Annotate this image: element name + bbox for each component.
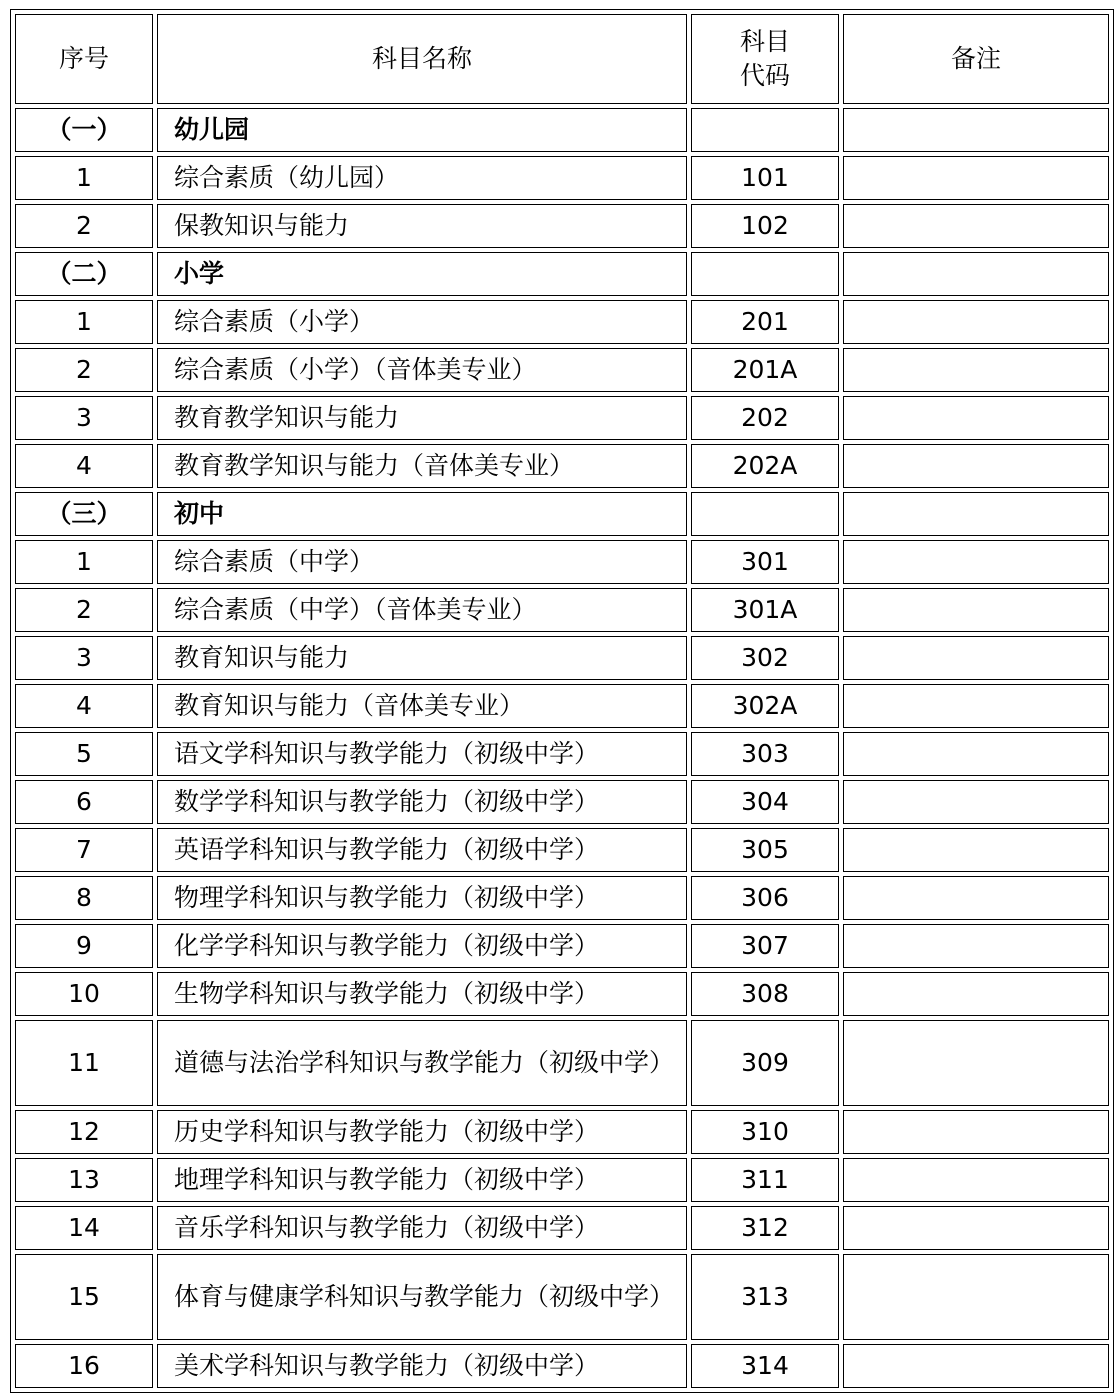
- cell-note: [843, 396, 1109, 440]
- cell-seq: 1: [15, 156, 153, 200]
- table-row: [15, 732, 1109, 776]
- cell-subject-code: 201: [691, 300, 839, 344]
- table-row: [15, 1206, 1109, 1250]
- cell-subject-code: 306: [691, 876, 839, 920]
- cell-subject-code: 307: [691, 924, 839, 968]
- cell-subject-name: 历史学科知识与教学能力（初级中学）: [157, 1110, 687, 1154]
- cell-seq: 11: [15, 1020, 153, 1106]
- cell-note: [843, 684, 1109, 728]
- cell-seq: 5: [15, 732, 153, 776]
- cell-subject-code: [691, 492, 839, 536]
- table-row: [15, 1158, 1109, 1202]
- cell-subject-code: 308: [691, 972, 839, 1016]
- cell-subject-name: 教育知识与能力（音体美专业）: [157, 684, 687, 728]
- header-code-line1: 科目: [739, 27, 790, 56]
- cell-seq: 10: [15, 972, 153, 1016]
- cell-note: [843, 444, 1109, 488]
- table-row: [15, 636, 1109, 680]
- cell-subject-code: 303: [691, 732, 839, 776]
- cell-subject-name: 体育与健康学科知识与教学能力（初级中学）: [157, 1254, 687, 1340]
- table-row: [15, 540, 1109, 584]
- header-code-line2: 代码: [739, 61, 790, 90]
- cell-subject-name: 语文学科知识与教学能力（初级中学）: [157, 732, 687, 776]
- cell-seq: 16: [15, 1344, 153, 1388]
- cell-subject-name: 保教知识与能力: [157, 204, 687, 248]
- header-name: 科目名称: [157, 14, 687, 104]
- cell-note: [843, 540, 1109, 584]
- cell-subject-code: 309: [691, 1020, 839, 1106]
- cell-note: [843, 108, 1109, 152]
- section-row: [15, 492, 1109, 536]
- cell-note: [843, 972, 1109, 1016]
- table-row: [15, 1020, 1109, 1106]
- cell-note: [843, 924, 1109, 968]
- cell-subject-code: 302A: [691, 684, 839, 728]
- cell-subject-code: 305: [691, 828, 839, 872]
- cell-subject-name: 幼儿园: [157, 108, 687, 152]
- table-row: [15, 348, 1109, 392]
- table-row: [15, 780, 1109, 824]
- cell-subject-name: 综合素质（中学）（音体美专业）: [157, 588, 687, 632]
- cell-subject-name: 物理学科知识与教学能力（初级中学）: [157, 876, 687, 920]
- cell-note: [843, 204, 1109, 248]
- cell-note: [843, 780, 1109, 824]
- cell-subject-name: 综合素质（幼儿园）: [157, 156, 687, 200]
- cell-subject-code: 313: [691, 1254, 839, 1340]
- table-row: [15, 156, 1109, 200]
- cell-subject-code: 301A: [691, 588, 839, 632]
- cell-seq: 7: [15, 828, 153, 872]
- cell-note: [843, 828, 1109, 872]
- cell-seq: 12: [15, 1110, 153, 1154]
- cell-subject-code: 101: [691, 156, 839, 200]
- cell-subject-name: 美术学科知识与教学能力（初级中学）: [157, 1344, 687, 1388]
- cell-seq: 2: [15, 204, 153, 248]
- cell-subject-name: 数学学科知识与教学能力（初级中学）: [157, 780, 687, 824]
- cell-note: [843, 1110, 1109, 1154]
- section-row: [15, 108, 1109, 152]
- cell-subject-name: 小学: [157, 252, 687, 296]
- cell-seq: 1: [15, 540, 153, 584]
- cell-note: [843, 1020, 1109, 1106]
- cell-subject-name: 教育知识与能力: [157, 636, 687, 680]
- cell-subject-name: 地理学科知识与教学能力（初级中学）: [157, 1158, 687, 1202]
- cell-seq: 9: [15, 924, 153, 968]
- cell-seq: （二）: [15, 252, 153, 296]
- cell-note: [843, 636, 1109, 680]
- cell-subject-name: 化学学科知识与教学能力（初级中学）: [157, 924, 687, 968]
- header-seq: 序号: [15, 14, 153, 104]
- cell-subject-code: 102: [691, 204, 839, 248]
- table-row: [15, 1254, 1109, 1340]
- cell-subject-code: 304: [691, 780, 839, 824]
- table-body: [15, 108, 1109, 1388]
- cell-note: [843, 1344, 1109, 1388]
- cell-note: [843, 348, 1109, 392]
- table-row: [15, 876, 1109, 920]
- cell-seq: 15: [15, 1254, 153, 1340]
- table-row: [15, 924, 1109, 968]
- cell-seq: （三）: [15, 492, 153, 536]
- cell-seq: 3: [15, 636, 153, 680]
- cell-note: [843, 492, 1109, 536]
- table-row: [15, 1110, 1109, 1154]
- cell-seq: 1: [15, 300, 153, 344]
- table-row: [15, 300, 1109, 344]
- cell-note: [843, 588, 1109, 632]
- subject-table: [10, 9, 1114, 1393]
- cell-subject-name: 教育教学知识与能力（音体美专业）: [157, 444, 687, 488]
- cell-subject-code: 202: [691, 396, 839, 440]
- cell-note: [843, 876, 1109, 920]
- table-row: [15, 972, 1109, 1016]
- cell-seq: 4: [15, 444, 153, 488]
- cell-subject-name: 生物学科知识与教学能力（初级中学）: [157, 972, 687, 1016]
- cell-seq: 13: [15, 1158, 153, 1202]
- cell-subject-code: 301: [691, 540, 839, 584]
- cell-subject-name: 道德与法治学科知识与教学能力（初级中学）: [157, 1020, 687, 1106]
- cell-note: [843, 156, 1109, 200]
- cell-subject-name: 初中: [157, 492, 687, 536]
- cell-seq: 8: [15, 876, 153, 920]
- table-row: [15, 1344, 1109, 1388]
- cell-subject-name: 综合素质（中学）: [157, 540, 687, 584]
- table-row: [15, 396, 1109, 440]
- table-row: [15, 204, 1109, 248]
- cell-note: [843, 1206, 1109, 1250]
- cell-subject-name: 教育教学知识与能力: [157, 396, 687, 440]
- cell-note: [843, 1254, 1109, 1340]
- cell-seq: 3: [15, 396, 153, 440]
- cell-seq: （一）: [15, 108, 153, 152]
- cell-seq: 4: [15, 684, 153, 728]
- cell-subject-code: 201A: [691, 348, 839, 392]
- table-header-row: [15, 14, 1109, 104]
- cell-subject-code: 310: [691, 1110, 839, 1154]
- cell-note: [843, 252, 1109, 296]
- header-code: [691, 14, 839, 104]
- cell-seq: 2: [15, 588, 153, 632]
- cell-subject-code: 311: [691, 1158, 839, 1202]
- section-row: [15, 252, 1109, 296]
- cell-note: [843, 1158, 1109, 1202]
- cell-subject-name: 音乐学科知识与教学能力（初级中学）: [157, 1206, 687, 1250]
- cell-subject-name: 综合素质（小学）: [157, 300, 687, 344]
- cell-seq: 2: [15, 348, 153, 392]
- cell-seq: 6: [15, 780, 153, 824]
- cell-subject-code: [691, 108, 839, 152]
- cell-subject-code: 202A: [691, 444, 839, 488]
- cell-seq: 14: [15, 1206, 153, 1250]
- table-row: [15, 588, 1109, 632]
- subject-table-container: [10, 9, 1108, 1393]
- header-note: 备注: [843, 14, 1109, 104]
- cell-note: [843, 732, 1109, 776]
- cell-note: [843, 300, 1109, 344]
- cell-subject-name: 英语学科知识与教学能力（初级中学）: [157, 828, 687, 872]
- table-row: [15, 828, 1109, 872]
- cell-subject-name: 综合素质（小学）（音体美专业）: [157, 348, 687, 392]
- cell-subject-code: 302: [691, 636, 839, 680]
- cell-subject-code: 314: [691, 1344, 839, 1388]
- cell-subject-code: [691, 252, 839, 296]
- table-row: [15, 444, 1109, 488]
- table-row: [15, 684, 1109, 728]
- cell-subject-code: 312: [691, 1206, 839, 1250]
